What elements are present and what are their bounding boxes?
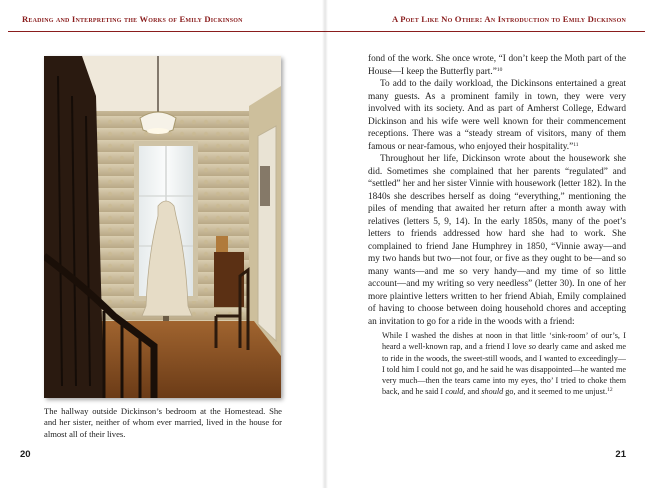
hallway-photo <box>44 56 281 398</box>
paragraph-1-text: fond of the work. She once wrote, “I don’t keep the Moth part of the House—I keep the Butterfly part.” <box>368 54 626 77</box>
paragraph-1 <box>368 53 626 78</box>
quote-emphasis-so: so <box>528 342 536 352</box>
paragraph-3: Throughout her life, Dickinson wrote about the housework she did. Sometimes she complained that her parents “regulated” and “settled” her and her sister Vinnie with housework (letter 182). In the 1840s she describes herself as doing “everything,” mentioning the piles of mending that awaited her return after a month away with relatives (letters 5, 9, 14). In the early 1850s, many of the poet’s letters to friends addressed how hard she had to work. She complained to friend Jane Humphrey in 1850, “Vinnie away—and my two hands but two—not four, or five as they ought to be—and so many wants—and me so very handy—and my time of so little account—and my writing so very needless” (letter 30). In one of her more plaintive letters written to her friend Abiah, Emily complained of having to choose between doing household chores and accepting an invitation to go for a ride in the woods with a friend: <box>368 154 626 327</box>
quote-text-3: , and <box>463 387 482 397</box>
hallway-photo-illustration <box>44 56 281 398</box>
header-rule-left <box>8 31 325 32</box>
quote-text-2: dearly came and asked me to ride in the woods, the sweet-still woods, and I wanted to exceedingly—I told him I could not go, and he said he was disappointed—he wanted me very much—then the tears came into my eyes, tho’ I tried to choke them back, and he said I <box>382 342 626 397</box>
block-quote <box>382 330 626 398</box>
header-rule-right <box>325 31 645 32</box>
footnote-ref-11: 11 <box>573 141 579 148</box>
right-page <box>325 0 650 488</box>
running-head-right: A Poet Like No Other: An Introduction to Emily Dickinson <box>391 14 626 24</box>
quote-text-1: While I washed the dishes at noon in that little ‘sink-room’ of our’s, I heard a well-known rap, and a friend I love <box>382 331 626 352</box>
page-number-left: 20 <box>20 449 31 460</box>
quote-text-4: go, and it seemed to me unjust. <box>503 387 608 397</box>
footnote-ref-12: 12 <box>607 387 613 394</box>
paragraph-2 <box>368 78 626 153</box>
paragraph-2-text: To add to the daily workload, the Dickinsons entertained a great many guests. As a prominent family in town, they were very involved with its society. And as part of Amherst College, Edward Dickinson and his wife were well known for their commencement receptions. There was a “steady stream of visitors, many of them famous or near-famous, who enjoyed their hospitality.” <box>368 79 626 152</box>
page-number-right: 21 <box>615 449 626 460</box>
quote-emphasis-could: could <box>445 387 464 397</box>
footnote-ref-10: 10 <box>496 66 503 73</box>
body-text <box>368 53 626 398</box>
quote-emphasis-should: should <box>481 387 504 397</box>
running-head-left: Reading and Interpreting the Works of Emily Dickinson <box>22 14 243 24</box>
photo-caption: The hallway outside Dickinson’s bedroom at the Homestead. She and her sister, neither of whom ever married, lived in the house for almost all of their lives. <box>44 406 282 439</box>
